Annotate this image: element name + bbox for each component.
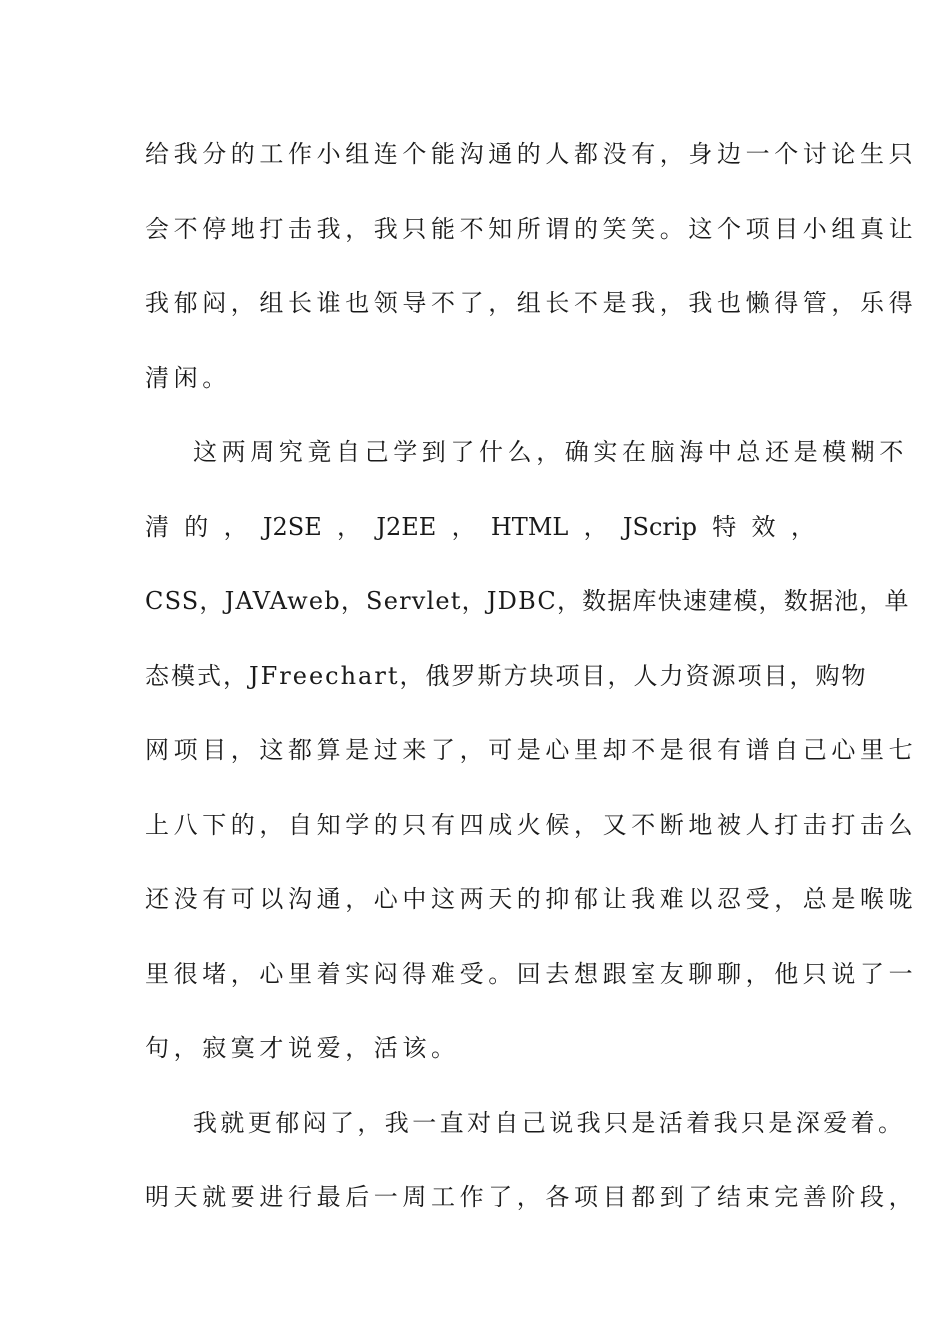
text-line: 里很堵，心里着实闷得难受。回去想跟室友聊聊，他只说了一 — [145, 959, 918, 988]
justified-token: ， — [583, 512, 608, 541]
document-body — [145, 130, 918, 1248]
text-line: 清闲。 — [145, 363, 231, 392]
text-line: 会不停地打击我，我只能不知所谓的笑笑。这个项目小组真让 — [145, 214, 918, 243]
text-line: 态模式，JFreechart，俄罗斯方块项目，人力资源项目，购物 — [145, 661, 868, 690]
justified-token: 清 — [145, 512, 169, 541]
text-line: 网项目，这都算是过来了，可是心里却不是很有谱自己心里七 — [145, 736, 918, 764]
justified-token: ， — [223, 512, 248, 541]
justified-token: ， — [790, 512, 815, 541]
text-line: CSS，JAVAweb，Servlet，JDBC，数据库快速建模，数据池，单 — [145, 587, 910, 615]
justified-token: JScrip — [622, 512, 697, 541]
justified-token: ， — [337, 512, 362, 541]
text-line: 上八下的，自知学的只有四成火候，又不断地被人打击打击么 — [145, 810, 918, 839]
text-line: 给我分的工作小组连个能沟通的人都没有，身边一个讨论生只 — [145, 140, 918, 168]
justified-token: 特 — [712, 512, 737, 541]
text-line: 还没有可以沟通，心中这两天的抑郁让我难以忍受，总是喉咙 — [145, 885, 918, 913]
justified-token: 效 — [751, 512, 776, 541]
justified-token: ， — [451, 512, 476, 541]
text-line: 明天就要进行最后一周工作了，各项目都到了结束完善阶段， — [145, 1183, 918, 1211]
text-line: 我郁闷，组长谁也领导不了，组长不是我，我也懒得管，乐得 — [145, 289, 918, 317]
paragraph-first-line: 这两周究竟自己学到了什么，确实在脑海中总还是模糊不 — [193, 438, 908, 466]
paragraph-first-line: 我就更郁闷了，我一直对自己说我只是活着我只是深爱着。 — [193, 1108, 906, 1137]
justified-token: J2SE — [262, 512, 322, 541]
justified-line — [145, 503, 815, 578]
justified-token: HTML — [490, 512, 569, 541]
justified-token: J2EE — [376, 512, 437, 541]
justified-token: 的 — [184, 512, 209, 541]
text-line: 句，寂寞才说爱，活该。 — [145, 1034, 460, 1062]
